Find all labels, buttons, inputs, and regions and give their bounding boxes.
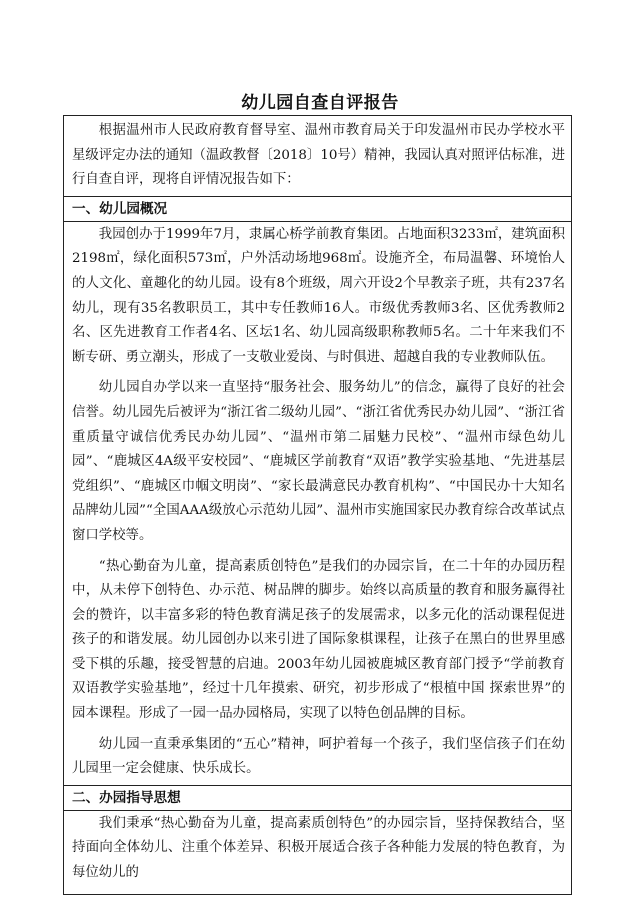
- overview-paragraph-4: 幼儿园一直秉承集团的“五心”精神，呵护着每一个孩子，我们坚信孩子们在幼儿园里一定会健康、快乐成长。: [72, 736, 565, 777]
- overview-paragraph-1: 我园创办于1999年7月，隶属心桥学前教育集团。占地面积3233㎡，建筑面积2198㎡，绿化面积573㎡，户外活动场地968㎡。设施齐全，布局温馨、环境怡人的人文化、童趣化的幼儿园。设有8个班级，周六开设2个早教亲子班，共有237名幼儿，现有35名教职员工，其中专任教师16人。市级优秀教师3名、区优秀教师2名、区先进教育工作者4名、区坛1名、幼儿园高级职称教师5名。二十年来我们不断专研、勇立潮头，形成了一支敬业爱岗、与时俱进、超越自我的专业教师队伍。: [72, 226, 565, 365]
- intro-paragraph: 根据温州市人民政府教育督导室、温州市教育局关于印发温州市民办学校水平星级评定办法的通知（温政教督〔2018〕10号）精神，我园认真对照评估标准，进行自查自评，现将自评情况报告如下：: [72, 123, 566, 188]
- section-body-guiding-thought: [64, 811, 571, 889]
- overview-paragraph-2: 幼儿园自办学以来一直坚持“服务社会、服务幼儿”的信念，赢得了良好的社会信誉。幼儿园先后被评为“浙江省二级幼儿园”、“浙江省优秀民办幼儿园”、“浙江省重质量守诚信优秀民办幼儿园”、“温州市第二届魅力民校”、“温州市绿色幼儿园”、“鹿城区4A级平安校园”、“鹿城区学前教育“双语”教学实验基地、“先进基层党组织”、“鹿城区巾帼文明岗”、“家长最满意民办教育机构”、“中国民办十大知名品牌幼儿园”“全国AAA级放心示范幼儿园”、温州市实施国家民办教育综合改革试点窗口学校等。: [72, 380, 565, 543]
- section-heading-guiding-thought: 二、办园指导思想: [64, 786, 571, 811]
- section-body-overview: [64, 222, 571, 786]
- section-heading-overview: 一、幼儿园概况: [64, 197, 571, 222]
- intro-row: [64, 116, 571, 197]
- report-table: [63, 115, 572, 895]
- document-title: 幼儿园自查自评报告: [241, 93, 399, 113]
- guiding-thought-paragraph-1: 我们秉承“热心勤奋为儿童，提高素质创特色”的办园宗旨，坚持保教结合，坚持面向全体幼儿、注重个体差异、积极开展适合孩子各种能力发展的特色教育，为每位幼儿的: [72, 815, 565, 881]
- overview-paragraph-3: “热心勤奋为儿童，提高素质创特色”是我们的办园宗旨，在二十年的办园历程中，从未停下创特色、办示范、树品牌的脚步。始终以高质量的教育和服务赢得社会的赞许，以丰富多彩的特色教育满足孩子的发展需求，以多元化的活动课程促进孩子的和谐发展。幼儿园创办以来引进了国际象棋课程，让孩子在黑白的世界里感受下棋的乐趣，接受智慧的启迪。2003年幼儿园被鹿城区教育部门授予“学前教育双语教学实验基地”，经过十几年摸索、研究，初步形成了“根植中国 探索世界”的园本课程。形成了一园一品办园格局，实现了以特色创品牌的目标。: [72, 558, 565, 722]
